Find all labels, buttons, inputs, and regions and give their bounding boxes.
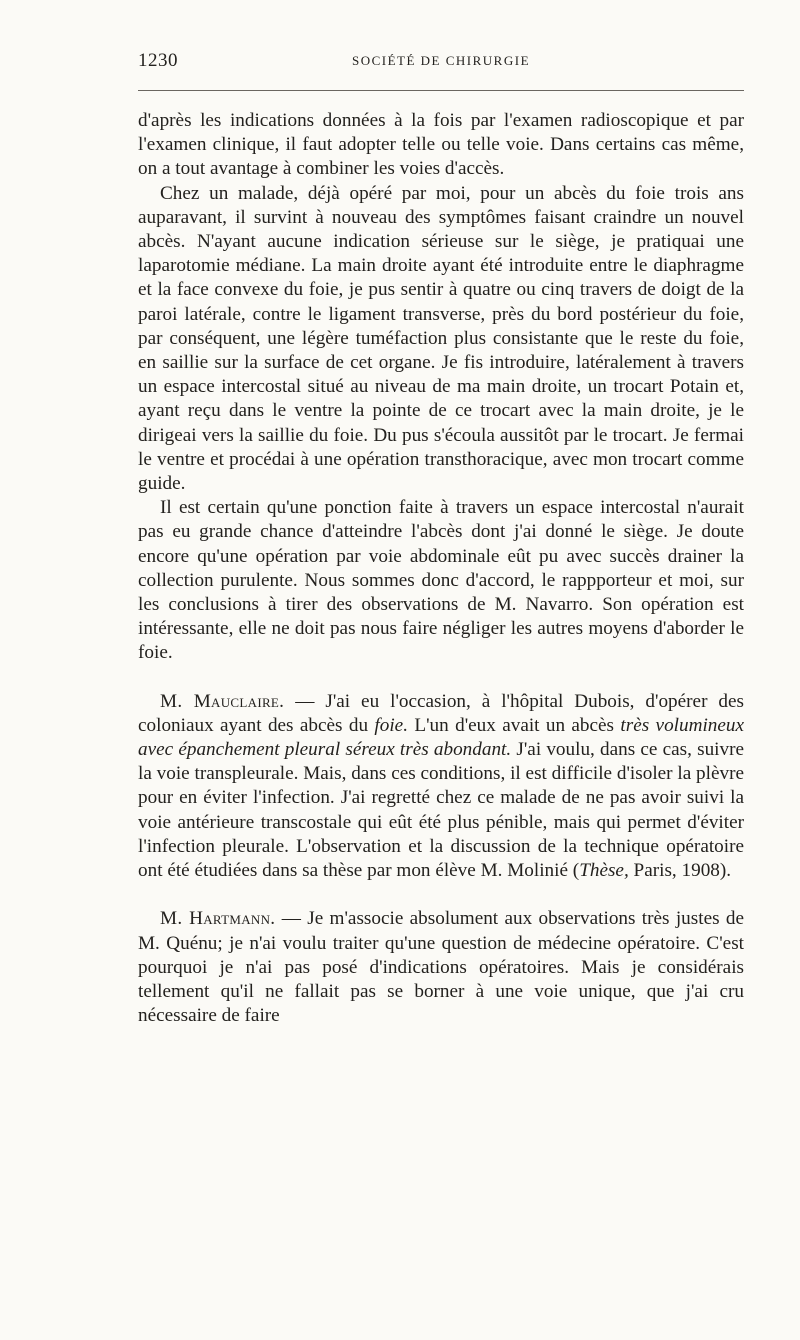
paragraph-2: Chez un malade, déjà opéré par moi, pour un abcès du foie trois ans auparavant, il survint à nouveau des symptômes faisant craindre un nouvel abcès. N'ayant aucune indication sérieuse sur le siège, je pratiquai une laparotomie médiane. La main droite ayant été introduite entre le diaphragme et la face convexe du foie, je pus sentir à quatre ou cinq travers de doigt de la paroi latérale, contre le ligament transverse, près du bord postérieur du foie, par conséquent, une légère tuméfaction plus consistante que le reste du foie, en saillie sur la surface de cet organe. Je fis introduire, latéralement à travers un espace intercostal situé au niveau de ma main droite, un trocart Potain et, ayant reçu dans le ventre la pointe de ce trocart avec la main droite, je le dirigeai vers la saillie du foie. Du pus s'écoula aussitôt par le trocart. Je fermai le ventre et procédai à une opération transthoracique, avec mon trocart comme guide. [138,182,744,495]
italic-segment: très volumineux avec épanchement pleural séreux très abondant. [138,714,744,761]
paragraph-1: d'après les indications données à la fois par l'examen radioscopique et par l'examen clinique, il faut adopter telle ou telle voie. Dans certains cas même, on a tout avantage à combiner les voies d'accès. [138,110,744,180]
text-segment: Paris, 1908). [628,860,732,882]
page-header [138,50,744,80]
paragraph-hartmann [138,907,744,1028]
speaker-name: M. Hartmann. [160,908,276,930]
paragraph-3: Il est certain qu'une ponction faite à travers un espace intercostal n'aurait pas eu grande chance d'atteindre l'abcès dont j'ai donné le siège. Je doute encore qu'une opération par voie abdominale eût pu avec succès drainer la collection purulente. Nous sommes donc d'accord, le rappporteur et moi, sur les conclusions à tirer des observations de M. Navarro. Son opération est intéressante, elle ne doit pas nous faire négliger les autres moyens d'aborder le foie. [138,497,744,664]
running-title: SOCIÉTÉ DE CHIRURGIE [351,53,531,68]
header-rule [138,90,744,91]
italic-segment: Thèse, [579,860,629,882]
text-segment: J'ai voulu, dans ce cas, suivre la voie transpleurale. Mais, dans ces conditions, il est difficile d'isoler la plèvre pour en éviter l'infection. J'ai regretté chez ce malade de ne pas avoir suivi la voie antérieure transcostale qui eût été plus pénible, mais qui permet d'éviter l'infection pleurale. L'observation et la discussion de la technique opératoire ont été étudiées dans sa thèse par mon élève M. Molinié ( [138,739,744,882]
text-segment: L'un d'eux avait un abcès [408,714,621,736]
text-segment: — Je m'associe absolument aux observations très justes de M. Quénu; je n'ai voulu traiter qu'une question de médecine opératoire. C'est pourquoi je n'ai pas posé d'indications opératoires. Mais je considérais tellement qu'il ne fallait pas se borner à une voie unique, que j'ai cru nécessaire de faire [138,908,744,1027]
body-text [138,109,744,1028]
speaker-name: M. Mauclaire. [160,690,285,712]
page-number: 1230 [138,50,178,71]
italic-segment: foie. [374,714,408,736]
text-segment: — J'ai eu l'occasion, à l'hôpital Dubois, d'opérer des coloniaux ayant des abcès du [138,690,744,736]
paragraph-mauclaire [138,690,744,884]
